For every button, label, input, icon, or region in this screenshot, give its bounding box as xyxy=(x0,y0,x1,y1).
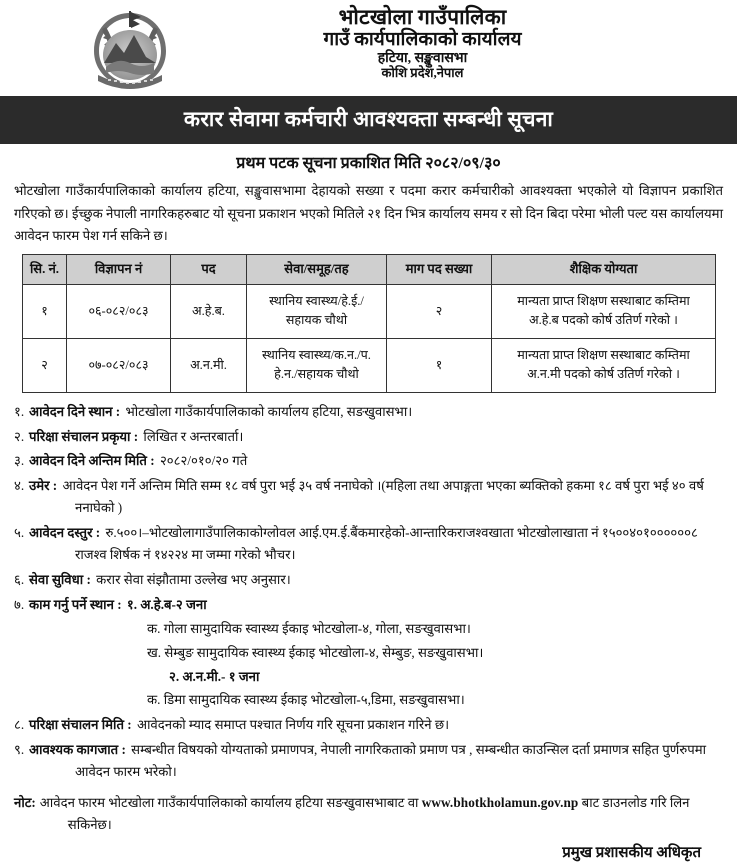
condition-number: ३. xyxy=(14,453,25,469)
condition-body xyxy=(29,426,723,448)
org-name-primary: भोटखोला गाउँपालिका xyxy=(338,5,507,29)
cell-sn: १ xyxy=(23,284,67,338)
column-header-sn: सि. नं. xyxy=(23,255,67,285)
condition-text: रु.५००।–भोटखोलागाउँपालिकाकोग्लोवल आई.एम.ई.बैंकमारहेको-आन्तारिकराजश्वखाता भोटखोलाखाता नं १५००४०१००००००८ xyxy=(105,525,698,541)
condition-label: आवेदन दिने अन्तिम मिति : xyxy=(29,453,155,469)
condition-label: उमेर : xyxy=(29,478,58,494)
condition-text: भोटखोला गाउँकार्यपालिकाको कार्यालय हटिया, सङखुवासभा। xyxy=(125,403,413,419)
condition-item-2 xyxy=(14,426,723,448)
nepal-municipality-emblem-icon xyxy=(82,4,178,96)
condition-body xyxy=(29,714,723,736)
cell-post: अ.हे.ब. xyxy=(171,284,247,338)
cell-service xyxy=(247,338,387,392)
condition-text: सम्बन्धीत विषयको योग्यताको प्रमाणपत्र, नेपाली नागरिकताको प्रमाण पत्र , सम्बन्धीत काउन्सिल दर्ता प्रमाणत्र सहित पुर्णरुपमा xyxy=(131,742,706,758)
condition-text: आवेदनको म्याद समाप्त पश्चात निर्णय गरि सूचना प्रकाशन गरिने छ। xyxy=(136,717,450,733)
organization-block xyxy=(178,4,737,80)
condition-body xyxy=(29,450,723,472)
condition-text: २०८२/०१०/२० गते xyxy=(159,453,248,469)
org-address: हटिया, सङ्खुवासभा xyxy=(377,51,468,67)
column-header-qualification: शैक्षिक योग्यता xyxy=(492,255,716,285)
note-label: नोट: xyxy=(14,795,36,811)
note-body xyxy=(40,792,723,836)
condition-label: सेवा सुविधा : xyxy=(29,571,91,587)
cell-qualification-line1: मान्यता प्राप्त शिक्षण सस्थाबाट कम्तिमा xyxy=(517,294,690,309)
condition-continuation: राजश्व शिर्षक नं १४२२४ मा जम्मा गरेको भौचर। xyxy=(75,547,296,563)
cell-ad-no: ०६-०८२/०८३ xyxy=(67,284,171,338)
cell-service-line2: हे.न./सहायक चौथो xyxy=(274,367,359,382)
work-location-group-2-heading: २. अ.न.मी.- १ जना xyxy=(169,668,260,684)
column-header-count: माग पद सख्या xyxy=(387,255,492,285)
cell-qualification-line2: अ.न.मी पदको कोर्ष उतिर्ण गरेको । xyxy=(527,367,680,382)
condition-item-9 xyxy=(14,739,723,783)
notice-title-banner: करार सेवामा कर्मचारी आवश्यक्ता सम्बन्धी सूचना xyxy=(0,96,737,144)
cell-service-line1: स्थानिय स्वास्थ्य/क.न./प. xyxy=(262,348,371,363)
column-header-ad-no: विज्ञापन नं xyxy=(67,255,171,285)
condition-item-6 xyxy=(14,569,723,591)
condition-label: आवेदन दस्तुर : xyxy=(29,525,101,541)
cell-qualification xyxy=(492,284,716,338)
note-text-after: बाट डाउनलोड गरि लिन xyxy=(581,795,690,811)
letterhead xyxy=(0,0,737,96)
cell-sn: २ xyxy=(23,338,67,392)
condition-item-3 xyxy=(14,450,723,472)
cell-ad-no: ०७-०८२/०८३ xyxy=(67,338,171,392)
work-location-item-a: क. गोला सामुदायिक स्वास्थ्य ईकाइ भोटखोला-४, गोला, सङखुवासभा। xyxy=(147,620,471,636)
condition-number: २. xyxy=(14,428,25,444)
cell-count: २ xyxy=(387,284,492,338)
cell-service-line2: सहायक चौथो xyxy=(285,313,348,328)
condition-label: परिक्षा संचालन मिति : xyxy=(29,717,132,733)
condition-number: ७. xyxy=(14,596,25,612)
org-province: कोशि प्रदेश,नेपाल xyxy=(381,65,464,81)
note-text-before: आवेदन फारम भोटखोला गाउँकार्यपालिकाको कार्यालय हटिया सङखुवासभाबाट वा xyxy=(39,795,419,811)
condition-text: लिखित र अन्तरबार्ता। xyxy=(143,428,244,444)
condition-continuation: आवेदन फारम भरेको। xyxy=(75,764,177,780)
cell-count: १ xyxy=(387,338,492,392)
condition-number: ९. xyxy=(14,742,25,758)
table-row xyxy=(23,284,716,338)
condition-body xyxy=(29,522,723,566)
condition-label: आवश्यक कागजात : xyxy=(29,742,126,758)
column-header-post: पद xyxy=(171,255,247,285)
condition-label: आवेदन दिने स्थान : xyxy=(29,403,121,419)
cell-qualification xyxy=(492,338,716,392)
vacancy-table-wrapper xyxy=(0,254,737,393)
publication-date: प्रथम पटक सूचना प्रकाशित मिति २०८२/०९/३० xyxy=(236,155,501,172)
condition-text: करार सेवा संझौतामा उल्लेख भए अनुसार। xyxy=(96,571,291,587)
work-location-item-c: क. डिमा सामुदायिक स्वास्थ्य ईकाइ भोटखोला-५,डिमा, सङखुवासभा। xyxy=(147,692,465,708)
cell-qualification-line2: अ.हे.ब पदको कोर्ष उतिर्ण गरेको । xyxy=(529,313,678,328)
note-continuation: सकिनेछ। xyxy=(67,817,112,833)
condition-body xyxy=(29,569,723,591)
condition-number: ८. xyxy=(14,717,25,733)
condition-body xyxy=(29,401,723,423)
condition-item-8 xyxy=(14,714,723,736)
cell-service-line1: स्थानिय स्वास्थ्य/हे.ई./ xyxy=(269,294,364,309)
website-url-link[interactable]: www.bhotkholamun.gov.np xyxy=(421,795,579,811)
vacancy-table xyxy=(22,254,716,393)
condition-body xyxy=(29,475,723,519)
note-section xyxy=(0,786,737,836)
org-name-office: गाउँ कार्यपालिकाको कार्यालय xyxy=(323,28,522,50)
condition-number: ६. xyxy=(14,571,25,587)
condition-item-5 xyxy=(14,522,723,566)
table-header-row xyxy=(23,255,716,285)
condition-continuation: ननाघेको ) xyxy=(75,500,123,516)
conditions-list xyxy=(0,393,737,784)
condition-label: परिक्षा संचालन प्रकृया : xyxy=(29,428,139,444)
condition-body xyxy=(29,594,723,712)
condition-text: १. अ.हे.ब-२ जना xyxy=(126,596,207,612)
intro-paragraph: भोटखोला गाउँकार्यपालिकाको कार्यालय हटिया, सङ्खुवासभामा देहायको सख्या र पदमा करार कर्मचारीको आवश्यक्ता भएकोले यो विज्ञापन प्रकाशित गरिएको छ। ईच्छुक नेपाली नागरिकहरुबाट यो सूचना प्रकाशन भएको मितिले २१ दिन भित्र कार्यालय समय र सो दिन बिदा परेमा भोली पल्ट यस कार्यालयमा आवेदन फारम पेश गर्न सकिने छ। xyxy=(14,183,723,244)
condition-label: काम गर्नु पर्ने स्थान : xyxy=(29,596,122,612)
condition-body xyxy=(29,739,723,783)
cell-qualification-line1: मान्यता प्राप्त शिक्षण सस्थाबाट कम्तिमा xyxy=(517,348,690,363)
condition-number: १. xyxy=(14,403,25,419)
cell-post: अ.न.मी. xyxy=(171,338,247,392)
condition-item-1 xyxy=(14,401,723,423)
cell-service xyxy=(247,284,387,338)
condition-item-4 xyxy=(14,475,723,519)
condition-text: आवेदन पेश गर्ने अन्तिम मिति सम्म १८ वर्ष पुरा भई ३५ वर्ष ननाघेको ।(महिला तथा अपाङ्गता भएका ब्यक्तिको हकमा १८ वर्ष पुरा भई ४० वर्ष xyxy=(62,478,704,494)
condition-item-7 xyxy=(14,594,723,712)
column-header-service: सेवा/समूह/तह xyxy=(247,255,387,285)
condition-number: ५. xyxy=(14,525,25,541)
condition-number: ४. xyxy=(14,478,25,494)
work-location-item-b: ख. सेम्बुङ सामुदायिक स्वास्थ्य ईकाइ भोटखोला-४, सेम्बुङ, सङखुवासभा। xyxy=(147,644,484,660)
table-row xyxy=(23,338,716,392)
signature-designation: प्रमुख प्रशासकीय अधिकृत xyxy=(562,844,701,861)
